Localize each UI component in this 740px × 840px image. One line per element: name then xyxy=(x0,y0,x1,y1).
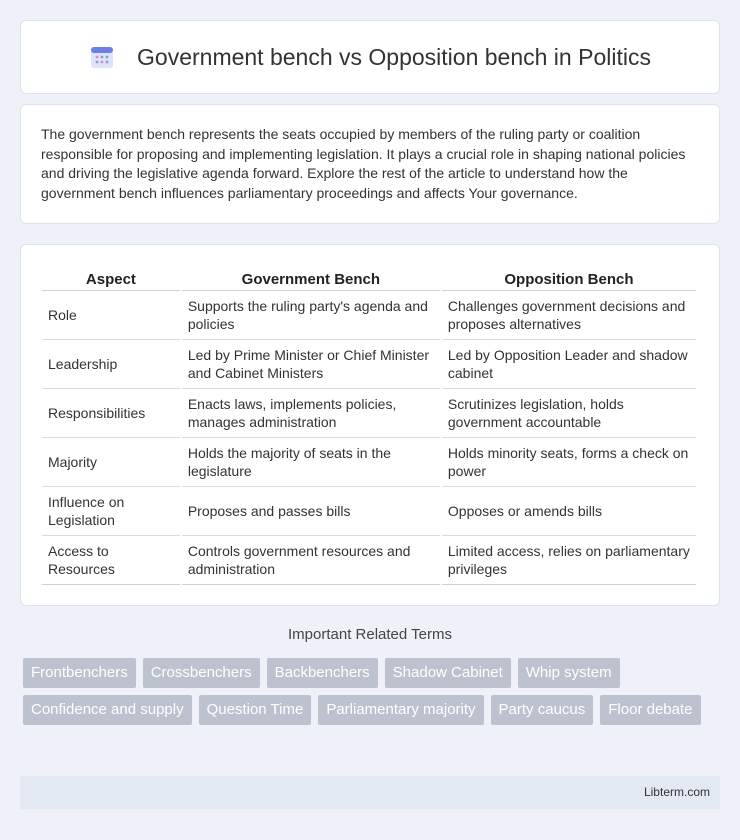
header-opposition-bench: Opposition Bench xyxy=(442,263,696,291)
tag-question-time[interactable]: Question Time xyxy=(199,695,312,725)
footer-site-link[interactable]: Libterm.com xyxy=(643,785,710,799)
cell-government: Holds the majority of seats in the legislature xyxy=(182,438,440,487)
cell-aspect: Access to Resources xyxy=(42,536,180,585)
cell-opposition: Led by Opposition Leader and shadow cabinet xyxy=(442,340,696,389)
page-title: Government bench vs Opposition bench in Politics xyxy=(137,43,651,70)
related-terms-heading: Important Related Terms xyxy=(288,626,452,643)
tag-parliamentary-majority[interactable]: Parliamentary majority xyxy=(318,695,483,725)
tag-floor-debate[interactable]: Floor debate xyxy=(600,695,700,725)
cell-government: Controls government resources and administration xyxy=(182,536,440,585)
intro-card xyxy=(20,104,720,224)
cell-government: Supports the ruling party's agenda and policies xyxy=(182,291,440,340)
tag-backbenchers[interactable]: Backbenchers xyxy=(267,658,378,688)
tag-frontbenchers[interactable]: Frontbenchers xyxy=(23,658,136,688)
header-aspect: Aspect xyxy=(42,263,180,291)
cell-government: Enacts laws, implements policies, manages administration xyxy=(182,389,440,438)
table-header-row xyxy=(42,263,696,291)
related-terms-tags xyxy=(23,658,703,725)
comparison-card xyxy=(20,244,720,606)
cell-government: Led by Prime Minister or Chief Minister and Cabinet Ministers xyxy=(182,340,440,389)
cell-government: Proposes and passes bills xyxy=(182,487,440,536)
table-row xyxy=(42,389,696,438)
table-row xyxy=(42,536,696,585)
cell-aspect: Influence on Legislation xyxy=(42,487,180,536)
cell-opposition: Scrutinizes legislation, holds government accountable xyxy=(442,389,696,438)
cell-aspect: Majority xyxy=(42,438,180,487)
footer xyxy=(20,776,720,809)
tag-shadow-cabinet[interactable]: Shadow Cabinet xyxy=(385,658,511,688)
tag-whip-system[interactable]: Whip system xyxy=(518,658,620,688)
cell-opposition: Limited access, relies on parliamentary privileges xyxy=(442,536,696,585)
calendar-icon xyxy=(89,44,115,70)
cell-opposition: Challenges government decisions and proposes alternatives xyxy=(442,291,696,340)
table-row xyxy=(42,340,696,389)
tag-confidence-and-supply[interactable]: Confidence and supply xyxy=(23,695,192,725)
intro-text: The government bench represents the seats occupied by members of the ruling party or coalition responsible for proposing and implementing legislation. It plays a crucial role in shaping national policies and driving the legislative agenda forward. Explore the rest of the article to understand how the government bench influences parliamentary proceedings and affects Your governance. xyxy=(41,126,686,201)
tag-party-caucus[interactable]: Party caucus xyxy=(491,695,594,725)
cell-opposition: Holds minority seats, forms a check on power xyxy=(442,438,696,487)
table-row xyxy=(42,487,696,536)
cell-aspect: Role xyxy=(42,291,180,340)
cell-aspect: Responsibilities xyxy=(42,389,180,438)
table-row xyxy=(42,291,696,340)
cell-opposition: Opposes or amends bills xyxy=(442,487,696,536)
comparison-table xyxy=(40,263,698,585)
title-card xyxy=(20,20,720,94)
tag-crossbenchers[interactable]: Crossbenchers xyxy=(143,658,260,688)
cell-aspect: Leadership xyxy=(42,340,180,389)
header-government-bench: Government Bench xyxy=(182,263,440,291)
table-row xyxy=(42,438,696,487)
